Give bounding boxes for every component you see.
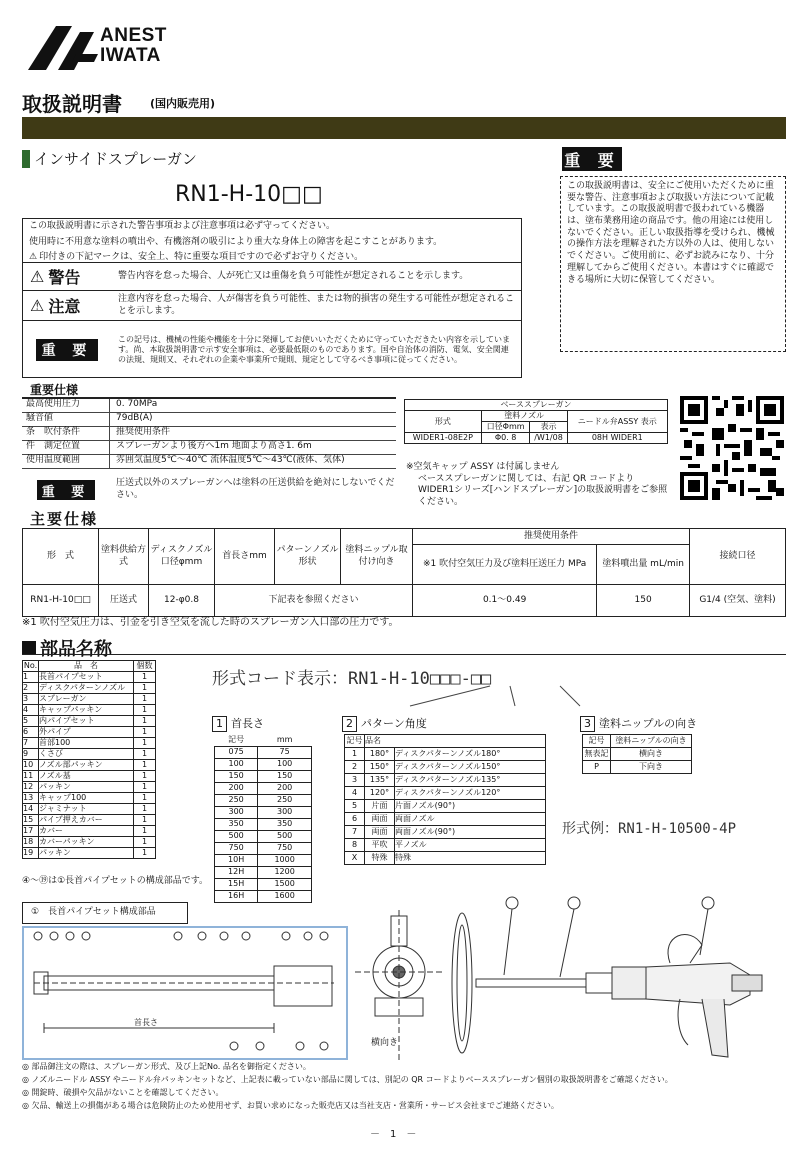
spec-value: 推奨使用条件 bbox=[116, 427, 171, 437]
table-cell: 250 bbox=[258, 794, 312, 806]
table-cell: ディスクパターンノズル135° bbox=[395, 774, 546, 787]
table-cell: ディスクパターンノズル150° bbox=[395, 761, 546, 774]
table-cell: 12H bbox=[215, 866, 258, 878]
table-cell: 180° bbox=[365, 748, 395, 761]
main-specs-title: 主要仕様 bbox=[30, 510, 99, 528]
part-no: 12 bbox=[23, 782, 39, 793]
part-name: 内パイプセット bbox=[39, 716, 134, 727]
drawing-label-box: ① 長首パイプセット構成部品 bbox=[22, 902, 188, 924]
part-no: 1 bbox=[23, 672, 39, 683]
part-no: 14 bbox=[23, 804, 39, 815]
model-number: RN1-H-10□□ bbox=[175, 182, 323, 207]
base-gun-note2: ベーススプレーガンに関しては、右記 QR コードより bbox=[418, 473, 635, 484]
table-cell: 300 bbox=[258, 806, 312, 818]
ms-connector: G1/4 (空気、塗料) bbox=[690, 585, 786, 617]
table-cell: 300 bbox=[215, 806, 258, 818]
table-cell: 両面 bbox=[365, 813, 395, 826]
spec-value: スプレーガンより後方へ1m 地面より高さ1. 6m bbox=[116, 441, 312, 451]
intro-line3: 印付きの下記マークは、安全上、特に重要な項目ですので必ずお守りください。 bbox=[39, 252, 364, 263]
part-no: 10 bbox=[23, 760, 39, 771]
part-name: キャップパッキン bbox=[39, 705, 134, 716]
table-cell: 3 bbox=[345, 774, 365, 787]
table-cell: 150 bbox=[215, 770, 258, 782]
table-cell: 両面ノズル(90°) bbox=[395, 826, 546, 839]
parts-h-name: 品 名 bbox=[39, 661, 134, 672]
important-label: 重 要 bbox=[36, 339, 98, 361]
table-cell: 1 bbox=[345, 748, 365, 761]
code-display: 形式コード表示：RN1-H-10□□□-□□ bbox=[212, 669, 492, 689]
product-category: インサイドスプレーガン bbox=[34, 150, 197, 168]
part-name: 長首パイプセット bbox=[39, 672, 134, 683]
ms-model: RN1-H-10□□ bbox=[23, 585, 99, 617]
spec-label: 使用温度範囲 bbox=[22, 455, 110, 468]
table-cell: 500 bbox=[258, 830, 312, 842]
part-name: パッキン bbox=[39, 848, 134, 859]
part-no: 11 bbox=[23, 771, 39, 782]
neck-h-code: 記号 bbox=[228, 734, 245, 744]
key-specs-title: 重要仕様 bbox=[30, 383, 79, 397]
base-gun-h-bore: 口径Φmm bbox=[481, 422, 530, 433]
part-qty: 1 bbox=[134, 837, 156, 848]
table-cell: 750 bbox=[258, 842, 312, 854]
part-qty: 1 bbox=[134, 716, 156, 727]
sideways-label: 横向き bbox=[371, 1038, 399, 1048]
key-specs-note bbox=[22, 474, 396, 506]
part-no: 18 bbox=[23, 837, 39, 848]
part-qty: 1 bbox=[134, 848, 156, 859]
table-cell: 500 bbox=[215, 830, 258, 842]
important-notice: この取扱説明書は、安全にご使用いただくために重要な警告、注意事項および取扱い方法について記載しています。この取扱説明書で扱われている機器は、塗布業務用途の商品です。他の用途には使用しないでください。正しい取扱指導を受けられ、機械の操作方法を理解された方以外の人は、使用しないでください。ご使用前に、必ずお読みになり、十分理解してからご使用ください。本書はすぐに確認できる場所に大切に保管してください。 bbox=[560, 176, 786, 352]
table-cell: 750 bbox=[215, 842, 258, 854]
part-name: ノズル基 bbox=[39, 771, 134, 782]
base-gun-needle: 08H WIDER1 bbox=[567, 433, 667, 444]
table-cell: 平ノズル bbox=[395, 839, 546, 852]
table-cell: 塗料ニップルの向き bbox=[610, 735, 691, 748]
part-name: 首部100 bbox=[39, 738, 134, 749]
nipple-index: 3 bbox=[580, 716, 595, 732]
important-text: この記号は、機械の性能や機能を十分に発揮してお使いいただくために守っていただきたい内容を示しています。尚、本取扱説明書で示す安全事項は、必要最低限のものであります。国や自治体の消防、電気、安全関連の法規、規則又、それぞれの企業や事業所で規則、規定として守るべき事項に従ってください。 bbox=[118, 334, 510, 364]
doc-title: 取扱説明書 bbox=[22, 92, 122, 116]
table-cell: 250 bbox=[215, 794, 258, 806]
part-no: 3 bbox=[23, 694, 39, 705]
brand-name-line1: ANEST bbox=[100, 25, 167, 46]
table-cell: 7 bbox=[345, 826, 365, 839]
part-qty: 1 bbox=[134, 705, 156, 716]
table-cell: 横向き bbox=[610, 748, 691, 761]
part-no: 13 bbox=[23, 793, 39, 804]
table-cell: 100 bbox=[258, 758, 312, 770]
spec-label: 最高使用圧力 bbox=[22, 399, 110, 412]
part-name: パイプ押えカバー bbox=[39, 815, 134, 826]
pattern-title: パターン角度 bbox=[361, 717, 427, 730]
neck-h-mm: mm bbox=[276, 734, 293, 744]
table-cell: P bbox=[583, 761, 611, 774]
ms-supply: 圧送式 bbox=[99, 585, 149, 617]
part-name: カバーパッキン bbox=[39, 837, 134, 848]
footer-note: ◎ 部品御注文の際は、スプレーガン形式、及び上記No. 品名を御指定ください。 bbox=[22, 1062, 311, 1071]
footer-note: ◎ 欠品、輸送上の損傷がある場合は危険防止のため使用せず、お買い求めになった販売店又は当社支店・営業所・サービス会社までご連絡ください。 bbox=[22, 1101, 559, 1110]
part-qty: 1 bbox=[134, 694, 156, 705]
footer-note: ◎ 開錠時、破損や欠品がないことを確認してください。 bbox=[22, 1088, 224, 1097]
table-cell: 16H bbox=[215, 890, 258, 902]
table-cell: 特殊 bbox=[395, 852, 546, 865]
base-gun-h-model: 形式 bbox=[405, 411, 482, 433]
pattern-index: 2 bbox=[342, 716, 357, 732]
table-cell: 150 bbox=[258, 770, 312, 782]
table-cell: 200 bbox=[215, 782, 258, 794]
parts-title-marker bbox=[22, 641, 36, 655]
part-no: 7 bbox=[23, 738, 39, 749]
header-bar bbox=[22, 117, 786, 139]
parts-h-qty: 個数 bbox=[134, 661, 156, 672]
pattern-table bbox=[344, 734, 546, 865]
part-qty: 1 bbox=[134, 683, 156, 694]
table-cell: 4 bbox=[345, 787, 365, 800]
ms-h-neck: 首長さmm bbox=[215, 529, 275, 585]
base-gun-note3: WIDER1シリーズ[ハンドスプレーガン]の取扱説明書をご参照ください。 bbox=[418, 485, 668, 508]
table-cell: 1500 bbox=[258, 878, 312, 890]
table-cell: ディスクパターンノズル120° bbox=[395, 787, 546, 800]
part-no: 15 bbox=[23, 815, 39, 826]
parts-divider bbox=[22, 654, 786, 655]
qr-code[interactable] bbox=[680, 396, 784, 500]
table-cell: 150° bbox=[365, 761, 395, 774]
part-qty: 1 bbox=[134, 738, 156, 749]
spec-value: 0. 70MPa bbox=[116, 399, 158, 409]
caution-text: 注意内容を怠った場合、人が傷害を負う可能性、または物的損害の発生する可能性が想定されることを示します。 bbox=[118, 293, 515, 316]
caution-label: 注意 bbox=[48, 297, 81, 316]
table-cell: 100 bbox=[215, 758, 258, 770]
table-cell: 350 bbox=[258, 818, 312, 830]
ms-h-recommended: 推奨使用条件 bbox=[413, 529, 690, 545]
table-cell: 無表記 bbox=[583, 748, 611, 761]
base-gun-display: /W1/08 bbox=[530, 433, 567, 444]
table-cell: 5 bbox=[345, 800, 365, 813]
ms-h-nozzle: ディスクノズル口径φmm bbox=[149, 529, 215, 585]
table-cell: 片面 bbox=[365, 800, 395, 813]
table-cell: 1600 bbox=[258, 890, 312, 902]
table-cell: 200 bbox=[258, 782, 312, 794]
part-qty: 1 bbox=[134, 672, 156, 683]
page-number: － 1 － bbox=[370, 1129, 417, 1140]
warning-label: 警告 bbox=[48, 268, 81, 287]
part-name: パッキン bbox=[39, 782, 134, 793]
warning-icon: ⚠ bbox=[30, 267, 45, 286]
warning-row bbox=[22, 262, 522, 290]
footer-notes bbox=[22, 1062, 712, 1114]
table-cell: 平吹 bbox=[365, 839, 395, 852]
part-qty: 1 bbox=[134, 793, 156, 804]
neck-table bbox=[214, 734, 312, 903]
table-cell: ディスクパターンノズル180° bbox=[395, 748, 546, 761]
table-cell: 2 bbox=[345, 761, 365, 774]
part-no: 5 bbox=[23, 716, 39, 727]
part-name: スプレーガン bbox=[39, 694, 134, 705]
spec-label: 条 吹付条件 bbox=[22, 427, 110, 440]
part-name: 外パイプ bbox=[39, 727, 134, 738]
ms-h-output: 塗料噴出量 mL/min bbox=[597, 545, 690, 585]
table-cell: 下向き bbox=[610, 761, 691, 774]
base-gun-model: WIDER1-08E2P bbox=[405, 433, 482, 444]
base-gun-h-nozzle: 塗料ノズル bbox=[481, 411, 567, 422]
intro-line2: 使用時に不用意な塗料の噴出や、有機溶剤の吸引により重大な身体上の障害を起こすことがあります。 bbox=[29, 236, 443, 247]
table-cell: 特殊 bbox=[365, 852, 395, 865]
table-cell: 6 bbox=[345, 813, 365, 826]
parts-title: 部品名称 bbox=[40, 639, 112, 660]
part-qty: 1 bbox=[134, 760, 156, 771]
parts-h-no: No. bbox=[23, 661, 38, 670]
part-no: 4 bbox=[23, 705, 39, 716]
table-cell: 350 bbox=[215, 818, 258, 830]
table-cell: 記号 bbox=[345, 735, 365, 748]
part-qty: 1 bbox=[134, 815, 156, 826]
table-cell: 15H bbox=[215, 878, 258, 890]
anest-iwata-logo bbox=[28, 26, 98, 70]
part-qty: 1 bbox=[134, 826, 156, 837]
key-specs-note-text: 圧送式以外のスプレーガンへは塗料の圧送供給を絶対にしないでください。 bbox=[116, 478, 395, 500]
table-cell: 075 bbox=[215, 746, 258, 758]
table-cell: 75 bbox=[258, 746, 312, 758]
part-no: 17 bbox=[23, 826, 39, 837]
table-cell: X bbox=[345, 852, 365, 865]
dimension-label: 首長さ bbox=[134, 1018, 158, 1027]
part-qty: 1 bbox=[134, 727, 156, 738]
table-cell: 120° bbox=[365, 787, 395, 800]
spec-value: 79dB(A) bbox=[116, 413, 153, 423]
table-cell: 記号 bbox=[583, 735, 611, 748]
part-no: 9 bbox=[23, 749, 39, 760]
main-specs-footnote: ※1 吹付空気圧力は、引金を引き空気を流した時のスプレーガン入口部の圧力です。 bbox=[22, 617, 399, 628]
part-name: カバー bbox=[39, 826, 134, 837]
base-gun-table bbox=[404, 399, 668, 444]
warning-triangle-icon: ⚠ bbox=[29, 252, 38, 263]
important-row bbox=[22, 320, 522, 378]
table-cell: 135° bbox=[365, 774, 395, 787]
base-gun-note1: ※空気キャップ ASSY は付属しません bbox=[406, 462, 560, 472]
part-qty: 1 bbox=[134, 771, 156, 782]
ms-h-nipple: 塗料ニップル取付け向き bbox=[341, 529, 413, 585]
key-specs-note-badge: 重 要 bbox=[37, 480, 95, 500]
ms-h-connector: 接続口径 bbox=[690, 529, 786, 585]
base-gun-h-needle: ニードル弁ASSY 表示 bbox=[567, 411, 667, 433]
table-cell: 1200 bbox=[258, 866, 312, 878]
spray-gun-drawing bbox=[440, 895, 786, 1065]
ms-output: 150 bbox=[597, 585, 690, 617]
table-cell: 両面 bbox=[365, 826, 395, 839]
code-example: 形式例：RN1-H-10500-4P bbox=[562, 821, 737, 837]
ms-h-model: 形 式 bbox=[23, 529, 99, 585]
table-cell: 8 bbox=[345, 839, 365, 852]
part-no: 19 bbox=[23, 848, 39, 859]
part-name: ジャミナット bbox=[39, 804, 134, 815]
part-name: ノズル部パッキン bbox=[39, 760, 134, 771]
intro-line1: この取扱説明書に示された警告事項および注意事項は必ず守ってください。 bbox=[29, 221, 336, 231]
nipple-title: 塗料ニップルの向き bbox=[599, 717, 698, 730]
table-cell: 1000 bbox=[258, 854, 312, 866]
section-marker bbox=[22, 150, 30, 168]
base-gun-bore: Φ0. 8 bbox=[481, 433, 530, 444]
spec-label: 件 測定位置 bbox=[22, 441, 110, 454]
caution-row bbox=[22, 290, 522, 320]
doc-subtitle: (国内販売用) bbox=[150, 97, 216, 110]
parts-note: ④～⑲は①長首パイプセットの構成部品です。 bbox=[22, 876, 209, 886]
ms-h-pattern: パターンノズル形状 bbox=[275, 529, 341, 585]
spec-value: 雰囲気温度5℃～40℃ 流体温度5℃～43℃(液体、気体) bbox=[116, 455, 345, 465]
neck-index: 1 bbox=[212, 716, 227, 732]
ms-nozzle: 12-φ0.8 bbox=[149, 585, 215, 617]
base-gun-h-display: 表示 bbox=[530, 422, 567, 433]
part-name: ディスクパターンノズル bbox=[39, 683, 134, 694]
brand-name-line2: IWATA bbox=[100, 45, 161, 66]
table-cell: 両面ノズル bbox=[395, 813, 546, 826]
part-name: キャップ100 bbox=[39, 793, 134, 804]
ms-shared: 下記表を参照ください bbox=[215, 585, 413, 617]
part-no: 2 bbox=[23, 683, 39, 694]
part-name: くさび bbox=[39, 749, 134, 760]
base-gun-title: ベーススプレーガン bbox=[405, 400, 668, 411]
neck-title: 首長さ bbox=[231, 717, 264, 730]
ms-pressure: 0.1～0.49 bbox=[413, 585, 597, 617]
ms-h-supply: 塗料供給方式 bbox=[99, 529, 149, 585]
spec-label: 騒音値 bbox=[22, 413, 110, 426]
part-qty: 1 bbox=[134, 749, 156, 760]
part-no: 6 bbox=[23, 727, 39, 738]
code-pointer-lines bbox=[400, 684, 600, 714]
table-cell: 片面ノズル(90°) bbox=[395, 800, 546, 813]
key-specs-table bbox=[22, 397, 396, 469]
footer-note: ◎ ノズルニードル ASSY やニードル弁パッキンセットなど、上記表に載っていない部品に関しては、別記の QR コードよりベーススプレーガン個別の取扱説明書をご確認ください。 bbox=[22, 1075, 673, 1084]
table-cell: 品名 bbox=[365, 735, 546, 748]
main-specs-table bbox=[22, 528, 786, 617]
caution-icon: ⚠ bbox=[30, 296, 45, 315]
ms-h-pressure: ※1 吹付空気圧力及び塗料圧送圧力 MPa bbox=[413, 545, 597, 585]
part-qty: 1 bbox=[134, 782, 156, 793]
important-badge: 重 要 bbox=[562, 147, 622, 171]
nipple-table bbox=[582, 734, 692, 774]
warning-text: 警告内容を怠った場合、人が死亡又は重傷を負う可能性が想定されることを示します。 bbox=[118, 270, 469, 281]
parts-table bbox=[22, 660, 156, 859]
part-qty: 1 bbox=[134, 804, 156, 815]
table-cell: 10H bbox=[215, 854, 258, 866]
pipe-set-drawing bbox=[22, 926, 348, 1060]
head-section-drawing bbox=[355, 910, 445, 1060]
